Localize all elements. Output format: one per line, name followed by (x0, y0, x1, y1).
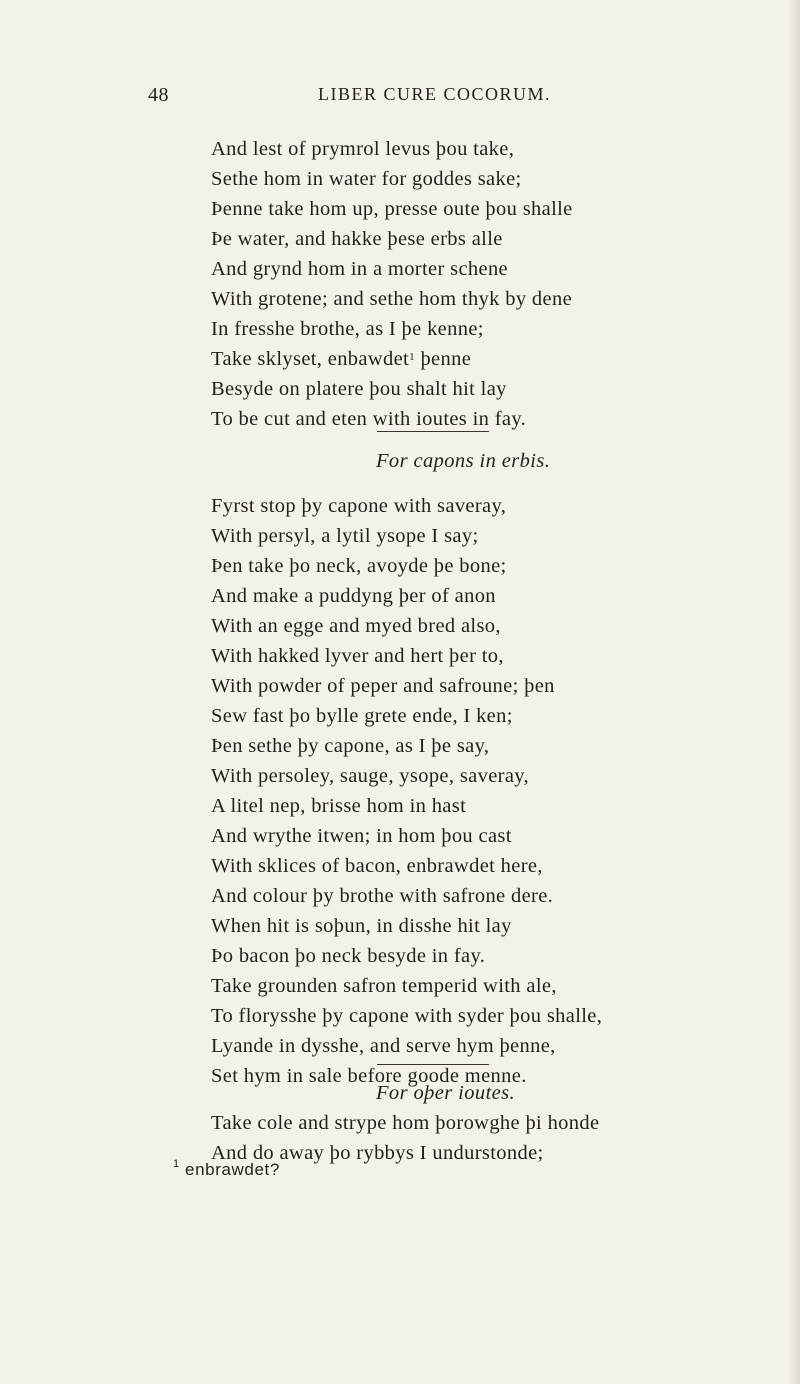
verse-line: Þen take þo neck, avoyde þe bone; (211, 555, 507, 577)
section-divider (377, 1064, 489, 1065)
verse-line: And lest of prymrol levus þou take, (211, 138, 515, 160)
section-title-other-ioutes: For oþer ioutes. (376, 1082, 516, 1104)
verse-line: With hakked lyver and hert þer to, (211, 645, 504, 667)
page-edge-shadow (788, 0, 800, 1384)
stanza-other-ioutes (211, 1108, 599, 1168)
verse-line: And make a puddyng þer of anon (211, 585, 496, 607)
verse-line: Take grounden safron temperid with ale, (211, 975, 557, 997)
verse-line: Lyande in dysshe, and serve hym þenne, (211, 1035, 556, 1057)
verse-line: With an egge and myed bred also, (211, 615, 501, 637)
page-header (0, 84, 800, 116)
stanza-1 (211, 134, 573, 434)
verse-line: Fyrst stop þy capone with saveray, (211, 495, 507, 517)
verse-line: And colour þy brothe with safrone dere. (211, 885, 554, 907)
verse-line: Sethe hom in water for goddes sake; (211, 168, 522, 190)
verse-line: Þe water, and hakke þese erbs alle (211, 228, 503, 250)
verse-line: To florysshe þy capone with syder þou shalle, (211, 1005, 603, 1027)
verse-line: And do away þo rybbys I undurstonde; (211, 1142, 544, 1164)
section-divider (377, 431, 489, 432)
footnote-reference: 1 (409, 351, 415, 363)
verse-line: With grotene; and sethe hom thyk by dene (211, 288, 573, 310)
section-title-capons: For capons in erbis. (376, 450, 551, 472)
verse-line: When hit is soþun, in disshe hit lay (211, 915, 512, 937)
verse-line: With sklices of bacon, enbrawdet here, (211, 855, 543, 877)
footnote-text: enbrawdet? (185, 1160, 280, 1179)
running-title: LIBER CURE COCORUM. (318, 84, 552, 104)
verse-line: With powder of peper and safroune; þen (211, 675, 555, 697)
verse-line: To be cut and eten with ioutes in fay. (211, 408, 527, 430)
verse-line: In fresshe brothe, as I þe kenne; (211, 318, 484, 340)
footnote-marker: 1 (173, 1158, 180, 1170)
verse-line: Besyde on platere þou shalt hit lay (211, 378, 507, 400)
stanza-capons (211, 491, 602, 1091)
verse-line: And grynd hom in a morter schene (211, 258, 508, 280)
verse-line: And wrythe itwen; in hom þou cast (211, 825, 512, 847)
verse-line: Þenne take hom up, presse oute þou shalle (211, 198, 573, 220)
verse-line: Sew fast þo bylle grete ende, I ken; (211, 705, 513, 727)
verse-line: Þen sethe þy capone, as I þe say, (211, 735, 490, 757)
verse-line: With persoley, sauge, ysope, saveray, (211, 765, 530, 787)
verse-line: Þo bacon þo neck besyde in fay. (211, 945, 486, 967)
verse-line: With persyl, a lytil ysope I say; (211, 525, 479, 547)
verse-line-with-footnote (211, 344, 573, 374)
verse-line: Take cole and strype hom þorowghe þi honde (211, 1112, 600, 1134)
footnote (173, 1160, 280, 1180)
verse-line: A litel nep, brisse hom in hast (211, 795, 467, 817)
verse-text: Take sklyset, enbawdet (211, 348, 410, 370)
verse-text: þenne (414, 348, 472, 370)
verse-line: Set hym in sale before goode menne. (211, 1065, 527, 1087)
page-number: 48 (148, 84, 169, 106)
